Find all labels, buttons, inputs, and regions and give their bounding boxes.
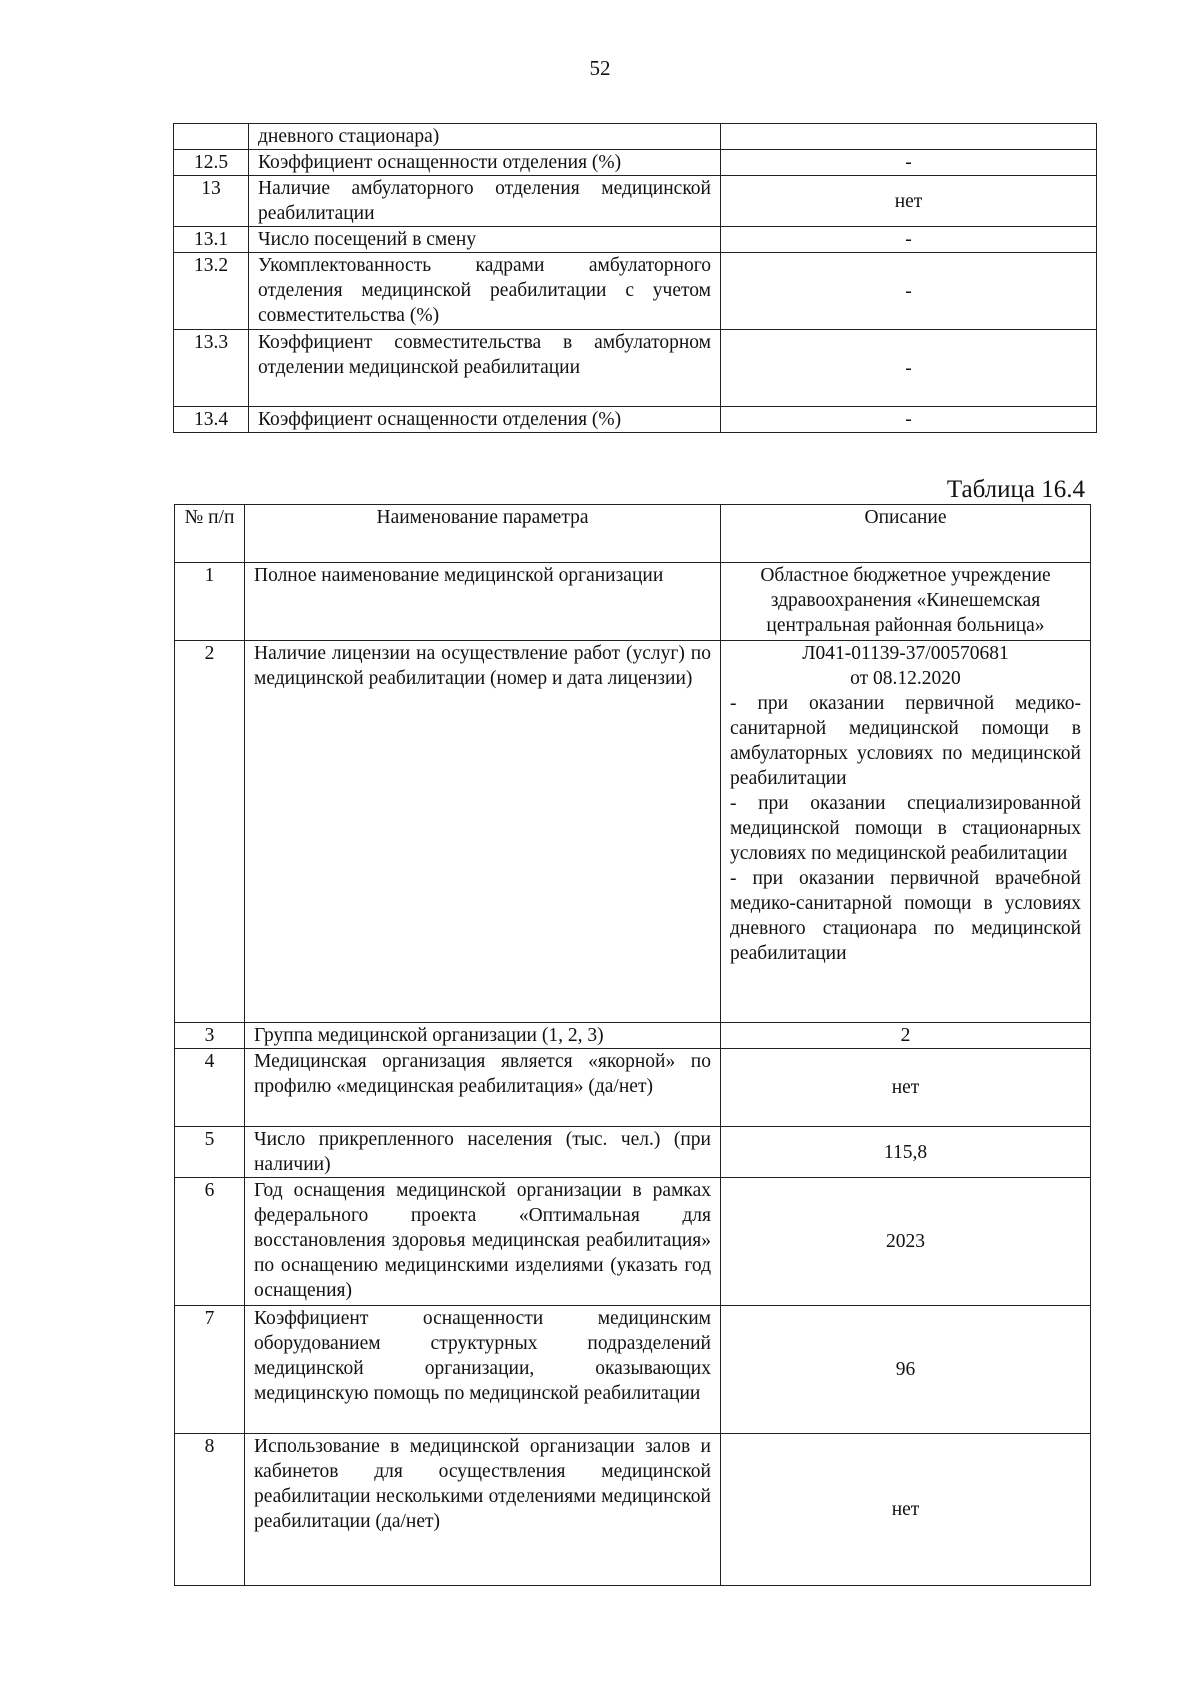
table-row	[174, 330, 1097, 407]
parameter-name: Укомплектованность кадрами амбулаторного отделения медицинской реабилитации с учетом совместительства (%)	[249, 253, 721, 330]
parameter-name: Группа медицинской организации (1, 2, 3)	[245, 1023, 721, 1049]
table-row	[175, 1049, 1091, 1127]
parameter-name: Использование в медицинской организации залов и кабинетов для осуществления медицинской реабилитации несколькими отделениями медицинской реабилитации (да/нет)	[245, 1434, 721, 1586]
row-number: 8	[175, 1434, 245, 1586]
parameter-name: дневного стационара)	[249, 124, 721, 150]
parameter-name: Наличие амбулаторного отделения медицинской реабилитации	[249, 176, 721, 227]
parameter-name: Коэффициент совместительства в амбулаторном отделении медицинской реабилитации	[249, 330, 721, 407]
license-number: Л041-01139-37/00570681	[802, 643, 1009, 664]
header-parameter-name: Наименование параметра	[245, 505, 721, 563]
table-row	[174, 253, 1097, 330]
table-row	[174, 176, 1097, 227]
table-row	[174, 124, 1097, 150]
license-scope-item: - при оказании первичной медико-санитарной медицинской помощи в амбулаторных условиях по медицинской реабилитации	[730, 693, 1081, 789]
row-number: 13	[174, 176, 249, 227]
license-date: от 08.12.2020	[850, 668, 961, 689]
parameter-description: 115,8	[721, 1127, 1091, 1178]
parameter-name: Число посещений в смену	[249, 227, 721, 253]
parameter-name: Полное наименование медицинской организации	[245, 563, 721, 641]
license-scope-item: - при оказании специализированной медицинской помощи в стационарных условиях по медицинской реабилитации	[730, 793, 1081, 864]
row-number: 13.2	[174, 253, 249, 330]
header-number: № п/п	[175, 505, 245, 563]
table-row	[175, 1127, 1091, 1178]
row-number: 1	[175, 563, 245, 641]
parameter-value: -	[721, 407, 1097, 433]
row-number: 13.1	[174, 227, 249, 253]
table-16-4	[174, 504, 1091, 1586]
parameter-name: Медицинская организация является «якорной» по профилю «медицинская реабилитация» (да/нет)	[245, 1049, 721, 1127]
parameter-value: нет	[721, 176, 1097, 227]
parameter-description: нет	[721, 1049, 1091, 1127]
parameter-value	[721, 124, 1097, 150]
parameter-name: Коэффициент оснащенности отделения (%)	[249, 407, 721, 433]
page-number: 52	[589, 56, 611, 80]
parameter-value: -	[721, 227, 1097, 253]
parameter-value: -	[721, 150, 1097, 176]
row-number: 4	[175, 1049, 245, 1127]
row-number	[174, 124, 249, 150]
table-continued	[173, 123, 1097, 433]
row-number: 6	[175, 1178, 245, 1306]
parameter-name: Год оснащения медицинской организации в рамках федерального проекта «Оптимальная для восстановления здоровья медицинская реабилитация» по оснащению медицинскими изделиями (указать год оснащения)	[245, 1178, 721, 1306]
parameter-name: Наличие лицензии на осуществление работ (услуг) по медицинской реабилитации (номер и дата лицензии)	[245, 641, 721, 1023]
parameter-name: Коэффициент оснащенности отделения (%)	[249, 150, 721, 176]
table-caption: Таблица 16.4	[946, 476, 1085, 503]
row-number: 3	[175, 1023, 245, 1049]
parameter-description: Областное бюджетное учреждение здравоохранения «Кинешемская центральная районная больница»	[721, 563, 1091, 641]
parameter-description: 2023	[721, 1178, 1091, 1306]
parameter-description	[721, 641, 1091, 1023]
table-row	[175, 1306, 1091, 1434]
row-number: 13.3	[174, 330, 249, 407]
parameter-name: Число прикрепленного населения (тыс. чел.) (при наличии)	[245, 1127, 721, 1178]
row-number: 5	[175, 1127, 245, 1178]
license-scope-item: - при оказании первичной врачебной медико-санитарной помощи в условиях дневного стационара по медицинской реабилитации	[730, 868, 1081, 964]
table-row	[175, 641, 1091, 1023]
table-row	[175, 1178, 1091, 1306]
table-row	[174, 150, 1097, 176]
row-number: 12.5	[174, 150, 249, 176]
parameter-description: 96	[721, 1306, 1091, 1434]
row-number: 2	[175, 641, 245, 1023]
table-row	[175, 1023, 1091, 1049]
table-row	[175, 563, 1091, 641]
table-header-row	[175, 505, 1091, 563]
row-number: 7	[175, 1306, 245, 1434]
table-row	[175, 1434, 1091, 1586]
header-description: Описание	[721, 505, 1091, 563]
table-row	[174, 407, 1097, 433]
parameter-name: Коэффициент оснащенности медицинским оборудованием структурных подразделений медицинской организации, оказывающих медицинскую помощь по медицинской реабилитации	[245, 1306, 721, 1434]
row-number: 13.4	[174, 407, 249, 433]
parameter-value: -	[721, 253, 1097, 330]
parameter-description: нет	[721, 1434, 1091, 1586]
table-row	[174, 227, 1097, 253]
parameter-value: -	[721, 330, 1097, 407]
parameter-description: 2	[721, 1023, 1091, 1049]
